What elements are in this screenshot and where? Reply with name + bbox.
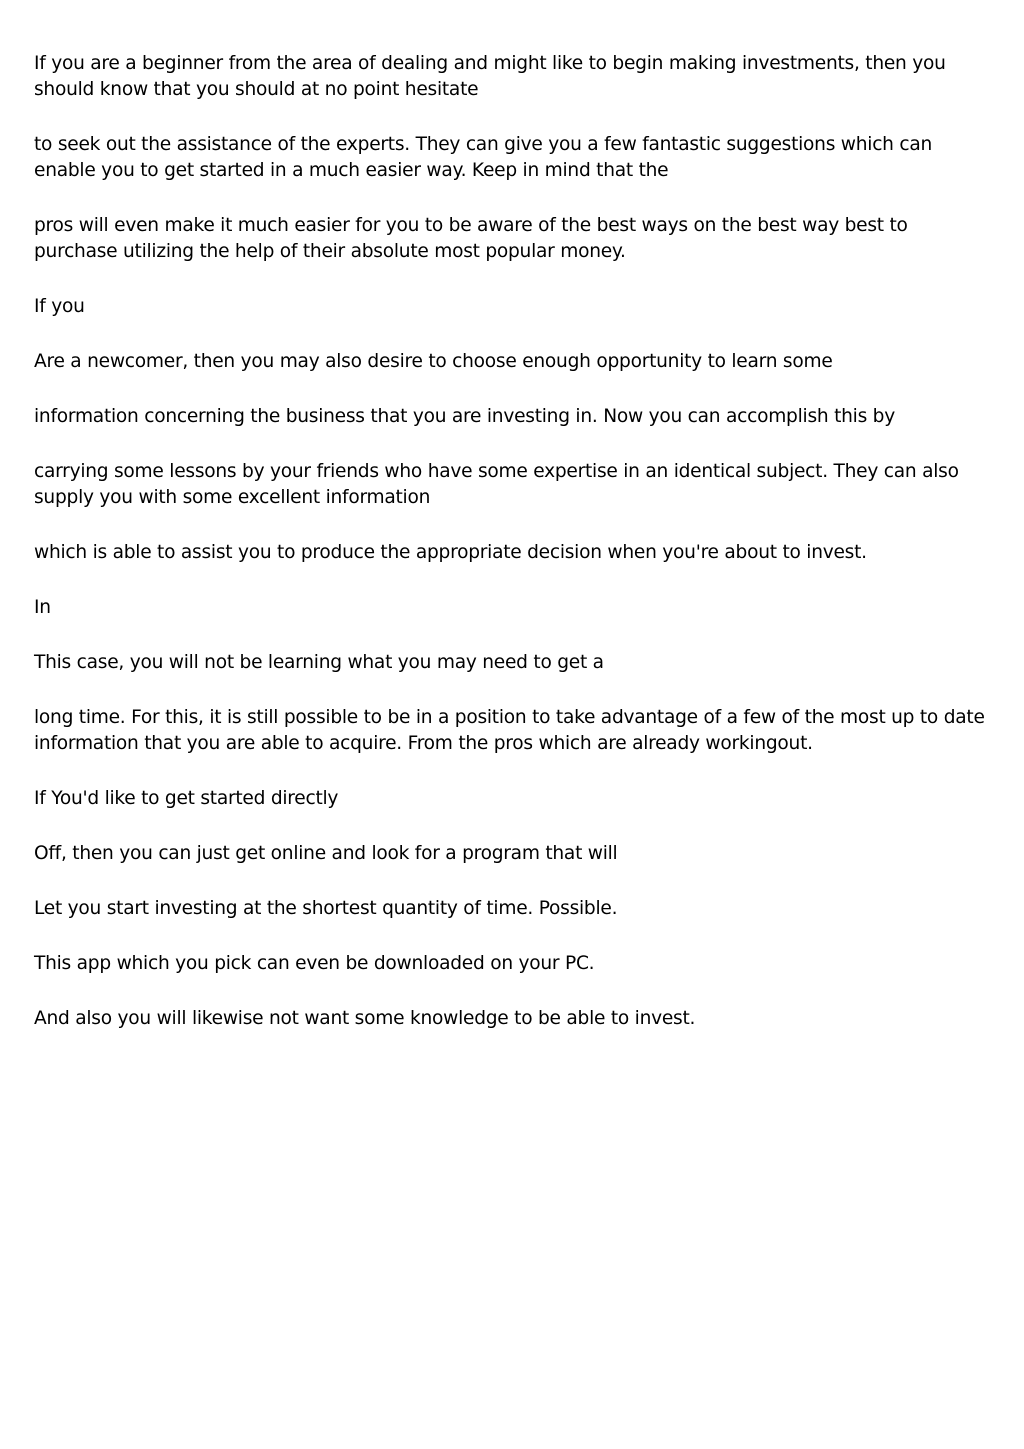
document-body xyxy=(34,51,990,1061)
paragraph: carrying some lessons by your friends who have some expertise in an identical subject. They can also supply you with some excellent information xyxy=(34,461,959,508)
paragraph: which is able to assist you to produce the appropriate decision when you're about to invest. xyxy=(34,542,867,563)
paragraph: If you xyxy=(34,296,85,317)
paragraph: Let you start investing at the shortest quantity of time. Possible. xyxy=(34,898,618,919)
paragraph: And also you will likewise not want some knowledge to be able to invest. xyxy=(34,1008,696,1029)
paragraph: Off, then you can just get online and look for a program that will xyxy=(34,843,618,864)
paragraph: If You'd like to get started directly xyxy=(34,788,339,809)
paragraph: This case, you will not be learning what you may need to get a xyxy=(34,652,604,673)
paragraph: This app which you pick can even be downloaded on your PC. xyxy=(34,953,595,974)
paragraph: information concerning the business that you are investing in. Now you can accomplish this by xyxy=(34,406,895,427)
paragraph: If you are a beginner from the area of dealing and might like to begin making investments, then you should know that you should at no point hesitate xyxy=(34,53,946,100)
paragraph: long time. For this, it is still possible to be in a position to take advantage of a few of the most up to date information that you are able to acquire. From the pros which are already workingout. xyxy=(34,707,985,754)
paragraph: to seek out the assistance of the experts. They can give you a few fantastic suggestions which can enable you to get started in a much easier way. Keep in mind that the xyxy=(34,134,933,181)
paragraph: pros will even make it much easier for you to be aware of the best ways on the best way best to purchase utilizing the help of their absolute most popular money. xyxy=(34,215,908,262)
paragraph: In xyxy=(34,597,51,618)
paragraph: Are a newcomer, then you may also desire to choose enough opportunity to learn some xyxy=(34,351,833,372)
